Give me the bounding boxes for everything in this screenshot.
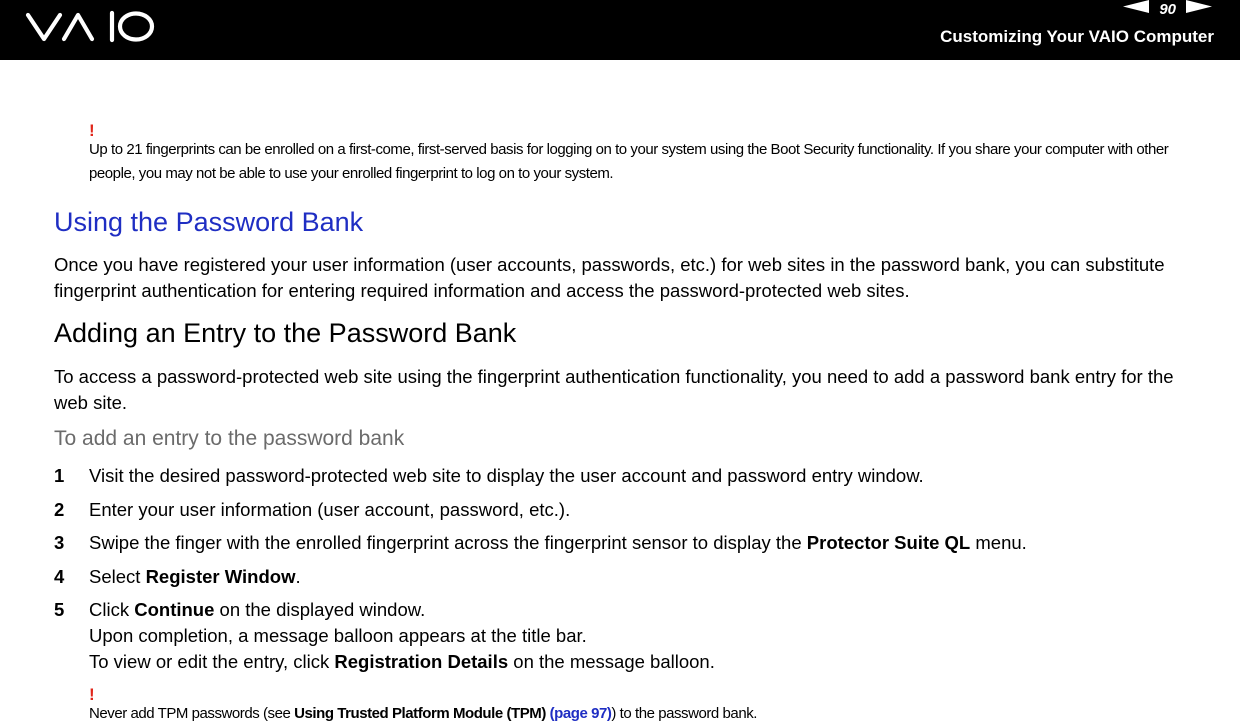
section-title: Customizing Your VAIO Computer: [940, 27, 1214, 46]
note-text-part: ) to the password bank.: [611, 705, 757, 722]
step-text-part: menu.: [970, 532, 1027, 553]
step-text-part: To view or edit the entry, click: [89, 651, 335, 672]
previous-page-arrow-icon[interactable]: [1123, 0, 1149, 18]
page-navigation: [1123, 0, 1212, 18]
command-continue: Continue: [134, 599, 215, 620]
step-text: Visit the desired password-protected web site to display the user account and password entry window.: [89, 465, 924, 486]
header-bar: [0, 0, 1240, 60]
heading-using-password-bank: Using the Password Bank: [54, 207, 364, 237]
step-text-part: Select: [89, 566, 146, 587]
page-97-link[interactable]: (page 97): [549, 705, 612, 722]
step-number: 3: [54, 532, 65, 553]
step-line: Upon completion, a message balloon appears at the title bar.: [89, 625, 587, 646]
heading-adding-entry: Adding an Entry to the Password Bank: [54, 318, 517, 348]
step-line: [89, 597, 1189, 623]
note-text-part: Never add TPM passwords (see: [89, 705, 295, 722]
procedure-title: To add an entry to the password bank: [54, 427, 405, 450]
step-number: 1: [54, 465, 65, 486]
step-text-part: Click: [89, 599, 135, 620]
step-text-part: Swipe the finger with the enrolled fingerprint across the fingerprint sensor to display the: [89, 532, 807, 553]
step-line: [89, 649, 1189, 675]
step-text-part: on the message balloon.: [508, 651, 715, 672]
paragraph-password-bank-intro: Once you have registered your user information (user accounts, passwords, etc.) for web sites in the password bank, you can substitute fingerprint authentication for entering required information and access the password-protected web sites.: [54, 254, 1165, 301]
paragraph-adding-entry-intro: To access a password-protected web site using the fingerprint authentication functionality, you need to add a password bank entry for the web site.: [54, 366, 1174, 413]
reference-tpm: Using Trusted Platform Module (TPM): [294, 705, 546, 722]
menu-name-protector-suite: Protector Suite QL: [806, 532, 971, 553]
step-number: 2: [54, 499, 65, 520]
vaio-logo: [24, 6, 158, 51]
note-text: Up to 21 fingerprints can be enrolled on a first-come, first-served basis for logging on to your system using the Boot Security functionality. If you share your computer with other people, you may not be able to use your enrolled fingerprint to log on to your system.: [89, 141, 1169, 182]
note-tpm-passwords: [89, 685, 1189, 725]
command-registration-details: Registration Details: [334, 651, 509, 672]
note-fingerprint-limit: [89, 121, 1189, 186]
step-text: [89, 597, 1189, 675]
note-text: [89, 702, 1189, 725]
command-register-window: Register Window: [145, 566, 296, 587]
step-text-part: on the displayed window.: [214, 599, 426, 620]
page-number: 90: [1159, 0, 1176, 18]
step-text: [89, 530, 1189, 556]
step-number: 4: [54, 566, 65, 587]
step-text: Enter your user information (user account, password, etc.).: [89, 499, 571, 520]
exclamation-icon: !: [89, 685, 95, 704]
step-text-part: .: [295, 566, 301, 587]
next-page-arrow-icon[interactable]: [1186, 0, 1212, 18]
exclamation-icon: !: [89, 121, 95, 140]
step-text: [89, 564, 1189, 590]
step-number: 5: [54, 599, 65, 620]
